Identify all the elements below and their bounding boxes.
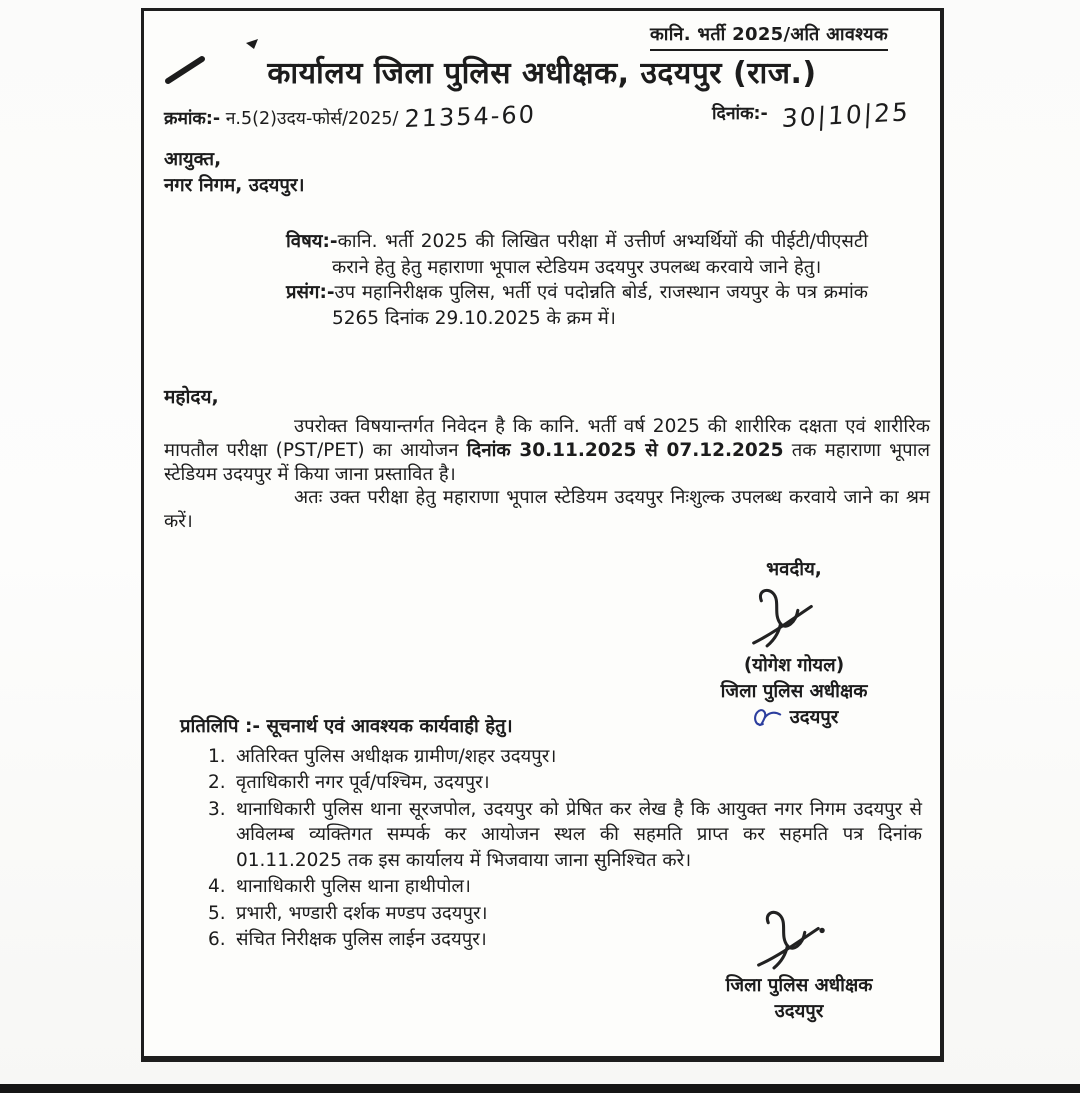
- closing-word: भवदीय,: [766, 559, 822, 580]
- body-paragraph-1: [164, 415, 930, 486]
- signatory-place: उदयपुर: [789, 707, 839, 728]
- reference-text: उप महानिरीक्षक पुलिस, भर्ती एवं पदोन्नति बोर्ड, राजस्थान जयपुर के पत्र क्रमांक 5265 दिनांक 29.10.2025 के क्रम में।: [332, 282, 868, 329]
- addressee-block: [164, 147, 304, 199]
- signature-block-secondary: [684, 909, 914, 1025]
- body-paragraph-1-text: उपरोक्त विषयान्तर्गत निवेदन है कि कानि. भर्ती वर्ष 2025 की शारीरिक दक्षता एवं शारीरिक मापतौल परीक्षा (PST/PET) का आयोजन: [164, 416, 930, 461]
- letter-date-label: दिनांक:-: [712, 104, 768, 124]
- list-item: प्रभारी, भण्डारी दर्शक मण्डप उदयपुर।: [236, 902, 488, 924]
- subject-label: विषय:-: [286, 231, 338, 252]
- letter-date-handwritten: 30|10|25: [781, 97, 911, 133]
- list-item: वृताधिकारी नगर पूर्व/पश्चिम, उदयपुर।: [236, 772, 490, 793]
- list-item: थानाधिकारी पुलिस थाना हाथीपोल।: [236, 876, 471, 897]
- reference-line: [286, 280, 868, 331]
- office-title: कार्यालय जिला पुलिस अधीक्षक, उदयपुर (राज.): [267, 56, 817, 91]
- scan-edge-bar: [0, 1084, 1080, 1093]
- signatory-name: (योगेश गोयल): [743, 655, 845, 676]
- addressee-line2: नगर निगम, उदयपुर।: [164, 175, 305, 196]
- letter-number-label: क्रमांक:-: [164, 109, 221, 129]
- subject-text: कानि. भर्ती 2025 की लिखित परीक्षा में उत्तीर्ण अभ्यर्थियों की पीईटी/पीएसटी कराने हेतु हेतु महाराणा भूपाल स्टेडियम उदयपुर उपलब्ध करवाये जाने हेतु।: [332, 231, 868, 278]
- signatory-designation: जिला पुलिस अधीक्षक: [720, 681, 868, 702]
- signature-scribble-icon: [749, 909, 849, 973]
- document-border: [141, 8, 944, 1062]
- distribution-heading: प्रतिलिपि :- सूचनार्थ एवं आवश्यक कार्यवाही हेतु।: [180, 716, 513, 737]
- signatory-place: उदयपुर: [774, 1001, 824, 1022]
- salutation: महोदय,: [164, 386, 219, 408]
- letter-date: [712, 97, 911, 133]
- letter-number-printed: न.5(2)उदय-फोर्स/2025/: [225, 109, 399, 129]
- signatory-designation: जिला पुलिस अधीक्षक: [725, 975, 873, 996]
- letter-body: [164, 415, 930, 534]
- letter-number: [164, 100, 537, 133]
- signature-scribble-icon: [746, 585, 842, 653]
- subject-reference-block: [286, 229, 868, 331]
- triangle-mark-icon: [246, 39, 258, 49]
- body-paragraph-2: अतः उक्त परीक्षा हेतु महाराणा भूपाल स्टेडियम उदयपुर निःशुल्क उपलब्ध करवाये जाने का श्रम करें।: [164, 487, 930, 533]
- signature-block-primary: [684, 557, 904, 731]
- list-item: अतिरिक्त पुलिस अधीक्षक ग्रामीण/शहर उदयपुर।: [236, 745, 557, 767]
- list-item: संचित निरीक्षक पुलिस लाईन उदयपुर।: [236, 929, 487, 950]
- addressee-line1: आयुक्त,: [164, 149, 222, 170]
- list-item: थानाधिकारी पुलिस थाना सूरजपोल, उदयपुर को प्रेषित कर लेख है कि आयुक्त नगर निगम उदयपुर से अविलम्ब व्यक्तिगत सम्पर्क कर आयोजन स्थल की सहमति प्राप्त कर सहमति पत्र दिनांक 01.11.2025 तक इस कार्यालय में भिजवाया जाना सुनिश्चित करे।: [236, 798, 922, 871]
- subject-line: [286, 229, 868, 280]
- reference-label: प्रसंग:-: [286, 282, 335, 303]
- classification-note: कानि. भर्ती 2025/अति आवश्यक: [650, 22, 888, 51]
- body-paragraph-1-dates: दिनांक 30.11.2025 से 07.12.2025: [466, 439, 784, 461]
- letter-number-handwritten: 21354-60: [404, 100, 537, 133]
- body-paragraph-1-end: तक महाराणा भूपाल स्टेडियम उदयपुर में किया जाना प्रस्तावित है।: [164, 439, 931, 485]
- reference-number-row: [164, 97, 914, 139]
